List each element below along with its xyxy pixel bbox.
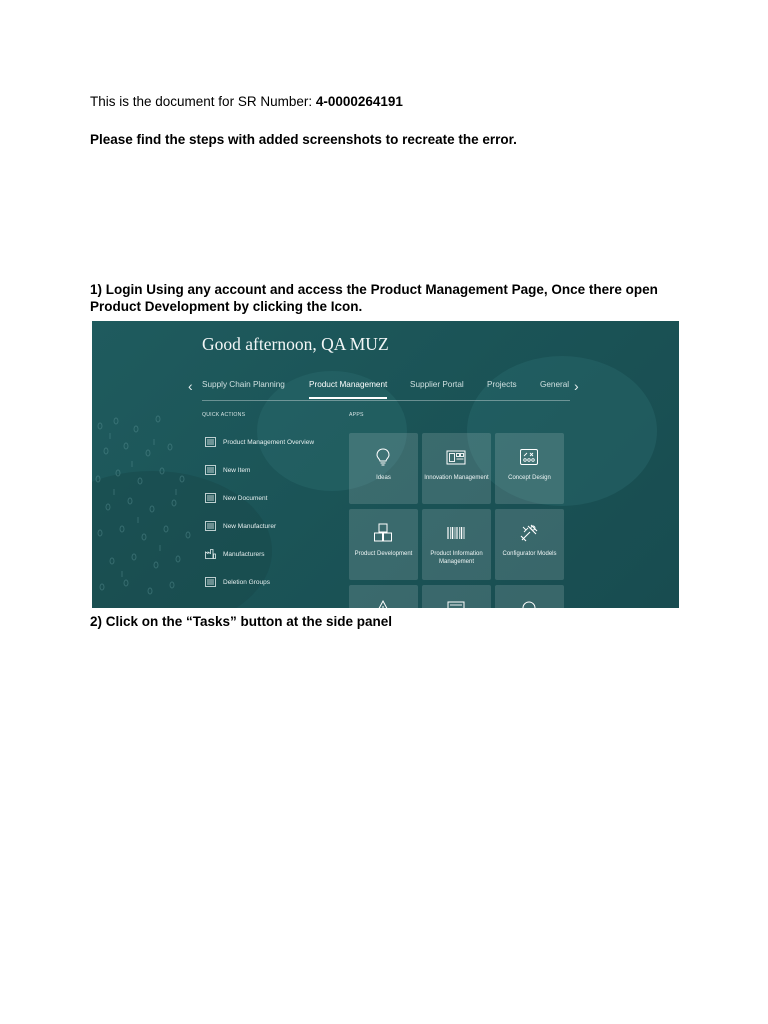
- product-management-screenshot: [92, 321, 679, 608]
- quick-action-label: New Manufacturer: [223, 523, 277, 530]
- app-label: Product Development: [354, 551, 413, 557]
- apps-heading: APPS: [349, 412, 364, 418]
- app-tile-partial-1[interactable]: [349, 585, 418, 608]
- chevron-left-icon[interactable]: ‹: [188, 378, 193, 394]
- tab-general[interactable]: General: [540, 380, 570, 389]
- sr-number: 4-0000264191: [315, 94, 403, 109]
- quick-action-manufacturers[interactable]: [205, 547, 335, 575]
- quick-action-label: Product Management Overview: [223, 439, 315, 446]
- app-tile-product-information-management[interactable]: [422, 509, 491, 580]
- intro-text: This is the document for SR Number:: [90, 94, 316, 109]
- list-icon: [205, 465, 216, 475]
- barcode-icon: [446, 523, 466, 543]
- springboard-tabs: [202, 380, 570, 401]
- app-label: Concept Design: [508, 475, 551, 481]
- quick-action-label: Deletion Groups: [223, 579, 270, 586]
- factory-icon: [205, 549, 216, 559]
- quick-action-label: New Item: [223, 467, 251, 474]
- app-tile-partial-3[interactable]: [495, 585, 564, 608]
- document-icon: [446, 599, 466, 608]
- quick-action-label: Manufacturers: [223, 551, 265, 558]
- list-icon: [205, 493, 216, 503]
- step-2-text: 2) Click on the “Tasks” button at the side panel: [90, 614, 393, 629]
- app-label: Innovation Management: [424, 475, 489, 481]
- tab-projects[interactable]: Projects: [487, 380, 517, 389]
- list-icon: [205, 577, 216, 587]
- steps-intro: Please find the steps with added screenshots to recreate the error.: [90, 132, 517, 147]
- app-label: Ideas: [376, 475, 391, 481]
- app-label: Configurator Models: [502, 551, 557, 557]
- app-tile-ideas[interactable]: [349, 433, 418, 504]
- search-icon: [519, 599, 539, 608]
- app-tile-partial-2[interactable]: [422, 585, 491, 608]
- quick-action-new-item[interactable]: [205, 463, 335, 491]
- app-tile-concept-design[interactable]: [495, 433, 564, 504]
- warning-icon: [373, 599, 393, 608]
- app-label: Product Information Management: [430, 551, 483, 565]
- innovation-icon: [446, 447, 466, 467]
- intro-line: [90, 93, 403, 110]
- quick-actions-heading: QUICK ACTIONS: [202, 412, 246, 418]
- tab-supply-chain-planning[interactable]: Supply Chain Planning: [202, 380, 285, 389]
- app-tile-innovation-management[interactable]: [422, 433, 491, 504]
- lightbulb-icon: [373, 447, 393, 467]
- quick-action-product-management-overview[interactable]: [205, 435, 335, 463]
- quick-actions-list: [205, 435, 335, 603]
- chevron-right-icon[interactable]: ›: [574, 378, 579, 394]
- greeting: Good afternoon, QA MUZ: [202, 334, 389, 354]
- list-icon: [205, 521, 216, 531]
- quick-action-label: New Document: [223, 495, 268, 502]
- boxes-icon: [373, 523, 393, 543]
- concept-design-icon: [519, 447, 539, 467]
- quick-action-new-manufacturer[interactable]: [205, 519, 335, 547]
- quick-action-new-document[interactable]: [205, 491, 335, 519]
- springboard-nav: [188, 375, 588, 399]
- tools-icon: [519, 523, 539, 543]
- step-1-text: 1) Login Using any account and access the Product Management Page, Once there open Product Development by clicking the Icon.: [90, 282, 658, 314]
- tab-product-management[interactable]: Product Management: [309, 380, 388, 389]
- app-tile-product-development[interactable]: [349, 509, 418, 580]
- list-icon: [205, 437, 216, 447]
- tab-supplier-portal[interactable]: Supplier Portal: [410, 380, 464, 389]
- quick-action-deletion-groups[interactable]: [205, 575, 335, 603]
- app-tile-configurator-models[interactable]: [495, 509, 564, 580]
